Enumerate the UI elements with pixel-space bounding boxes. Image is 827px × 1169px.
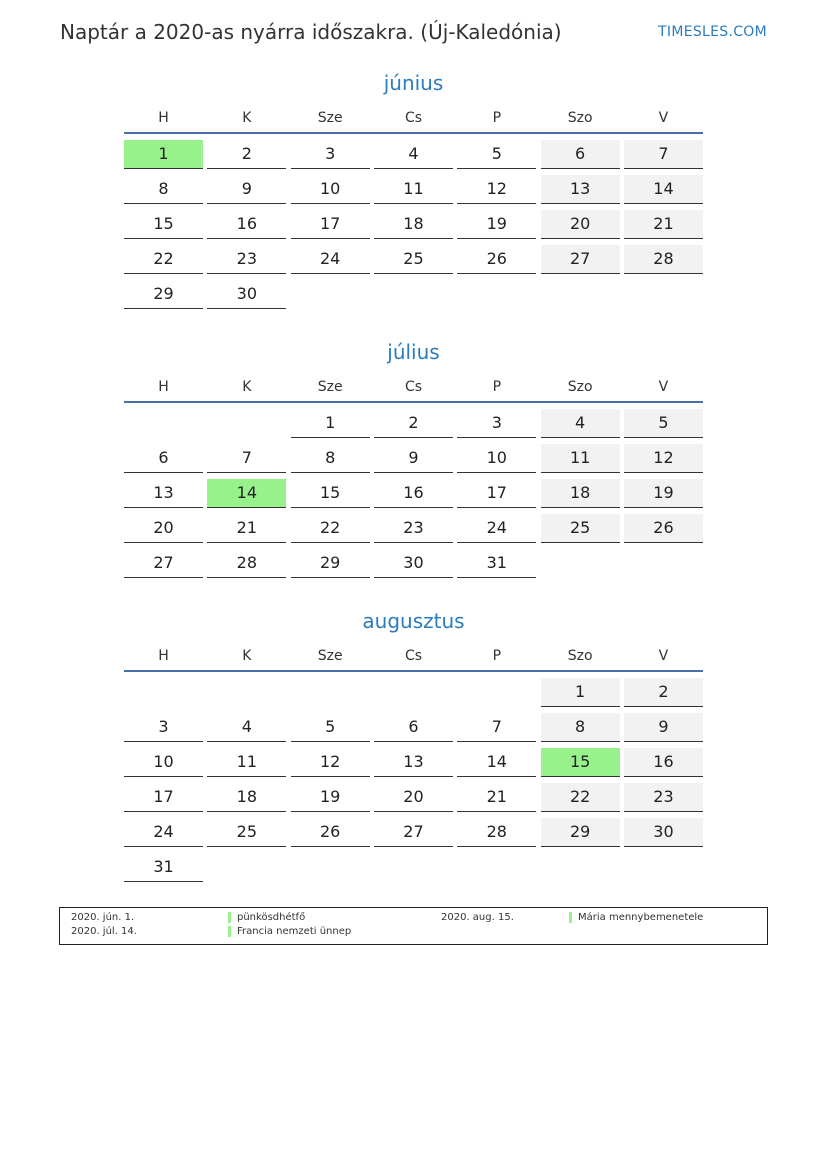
weekday-label: P [492, 110, 502, 126]
holiday-day-cell: 15 [541, 748, 620, 777]
month-june [124, 68, 703, 309]
weekday-label: Cs [404, 110, 423, 126]
day-cell: 20 [374, 783, 453, 812]
day-cell: 4 [207, 713, 286, 742]
day-cell: 17 [291, 210, 370, 239]
weekend-day-cell: 30 [624, 818, 703, 847]
month-july [124, 337, 703, 578]
day-cell: 24 [457, 514, 536, 543]
day-cell: 30 [207, 280, 286, 309]
weekday-label: V [658, 379, 669, 395]
weekday-label: K [242, 110, 252, 126]
weekday-label: P [492, 379, 502, 395]
day-cell: 18 [374, 210, 453, 239]
legend-holiday-name: Francia nemzeti ünnep [228, 926, 351, 937]
day-cell: 3 [457, 409, 536, 438]
weekend-day-cell: 12 [624, 444, 703, 473]
day-cell: 27 [124, 549, 203, 578]
empty-cell [124, 678, 203, 706]
day-cell: 22 [124, 245, 203, 274]
day-cell: 26 [457, 245, 536, 274]
day-cell: 11 [374, 175, 453, 204]
weekend-day-cell: 13 [541, 175, 620, 204]
weekend-day-cell: 9 [624, 713, 703, 742]
day-cell: 26 [291, 818, 370, 847]
day-cell: 14 [457, 748, 536, 777]
weekday-label: V [658, 648, 669, 664]
weekday-row [124, 104, 703, 134]
weekday-label: K [242, 379, 252, 395]
empty-cell [374, 678, 453, 706]
weekday-row [124, 373, 703, 403]
weekend-day-cell: 20 [541, 210, 620, 239]
day-cell: 22 [291, 514, 370, 543]
month-title: augusztus [362, 609, 465, 633]
weekday-label: Cs [404, 648, 423, 664]
day-cell: 1 [291, 409, 370, 438]
holiday-day-cell: 1 [124, 140, 203, 169]
day-cell: 15 [291, 479, 370, 508]
day-cell: 15 [124, 210, 203, 239]
empty-cell [124, 409, 203, 437]
weekday-label: H [158, 110, 169, 126]
day-cell: 2 [374, 409, 453, 438]
day-cell: 21 [457, 783, 536, 812]
weekday-label: Szo [567, 110, 593, 126]
day-cell: 17 [457, 479, 536, 508]
day-cell: 3 [124, 713, 203, 742]
day-cell: 16 [207, 210, 286, 239]
month-title: június [383, 71, 444, 95]
day-cell: 18 [207, 783, 286, 812]
day-cell: 24 [291, 245, 370, 274]
brand-link[interactable]: TIMESLES.COM [658, 24, 767, 40]
weekday-label: Sze [317, 648, 343, 664]
empty-cell [291, 678, 370, 706]
day-cell: 7 [457, 713, 536, 742]
month-title: július [387, 340, 440, 364]
weekday-row [124, 642, 703, 672]
weekend-day-cell: 8 [541, 713, 620, 742]
day-cell: 31 [124, 853, 203, 882]
weekday-label: Sze [317, 379, 343, 395]
page-title: Naptár a 2020-as nyárra időszakra. (Új-Kaledónia) [60, 20, 562, 44]
weekday-label: K [242, 648, 252, 664]
day-cell: 5 [457, 140, 536, 169]
day-cell: 29 [124, 280, 203, 309]
legend-date: 2020. jún. 1. [71, 912, 135, 923]
legend-holiday-name: pünkösdhétfő [228, 912, 305, 923]
weekday-label: Szo [567, 648, 593, 664]
weekend-day-cell: 16 [624, 748, 703, 777]
weekday-label: P [492, 648, 502, 664]
day-cell: 20 [124, 514, 203, 543]
weekend-day-cell: 27 [541, 245, 620, 274]
day-grid [124, 678, 703, 882]
weekday-label: H [158, 648, 169, 664]
weekend-day-cell: 25 [541, 514, 620, 543]
empty-cell [457, 678, 536, 706]
day-cell: 30 [374, 549, 453, 578]
day-cell: 6 [374, 713, 453, 742]
weekend-day-cell: 21 [624, 210, 703, 239]
weekend-day-cell: 7 [624, 140, 703, 169]
day-cell: 12 [457, 175, 536, 204]
legend-holiday-name: Mária mennybemenetele [569, 912, 703, 923]
day-cell: 25 [207, 818, 286, 847]
weekend-day-cell: 6 [541, 140, 620, 169]
weekend-day-cell: 14 [624, 175, 703, 204]
weekday-label: V [658, 110, 669, 126]
weekend-day-cell: 28 [624, 245, 703, 274]
holiday-day-cell: 14 [207, 479, 286, 508]
weekend-day-cell: 26 [624, 514, 703, 543]
weekday-label: H [158, 379, 169, 395]
day-cell: 8 [124, 175, 203, 204]
day-cell: 3 [291, 140, 370, 169]
legend-date: 2020. aug. 15. [441, 912, 514, 923]
day-cell: 16 [374, 479, 453, 508]
day-cell: 24 [124, 818, 203, 847]
weekend-day-cell: 22 [541, 783, 620, 812]
day-cell: 25 [374, 245, 453, 274]
weekday-label: Sze [317, 110, 343, 126]
holiday-legend [59, 907, 768, 945]
weekend-day-cell: 29 [541, 818, 620, 847]
day-cell: 19 [291, 783, 370, 812]
weekend-day-cell: 5 [624, 409, 703, 438]
legend-date: 2020. júl. 14. [71, 926, 137, 937]
day-cell: 11 [207, 748, 286, 777]
empty-cell [207, 409, 286, 437]
day-cell: 12 [291, 748, 370, 777]
day-cell: 10 [291, 175, 370, 204]
empty-cell [207, 678, 286, 706]
day-cell: 31 [457, 549, 536, 578]
weekend-day-cell: 2 [624, 678, 703, 707]
day-cell: 7 [207, 444, 286, 473]
day-cell: 17 [124, 783, 203, 812]
day-cell: 23 [374, 514, 453, 543]
month-august [124, 606, 703, 882]
day-grid [124, 140, 703, 309]
day-grid [124, 409, 703, 578]
weekend-day-cell: 1 [541, 678, 620, 707]
day-cell: 8 [291, 444, 370, 473]
day-cell: 9 [374, 444, 453, 473]
day-cell: 10 [124, 748, 203, 777]
day-cell: 28 [207, 549, 286, 578]
day-cell: 27 [374, 818, 453, 847]
day-cell: 29 [291, 549, 370, 578]
day-cell: 13 [124, 479, 203, 508]
day-cell: 9 [207, 175, 286, 204]
weekend-day-cell: 23 [624, 783, 703, 812]
day-cell: 10 [457, 444, 536, 473]
weekend-day-cell: 4 [541, 409, 620, 438]
day-cell: 6 [124, 444, 203, 473]
weekday-label: Szo [567, 379, 593, 395]
day-cell: 19 [457, 210, 536, 239]
day-cell: 13 [374, 748, 453, 777]
weekend-day-cell: 11 [541, 444, 620, 473]
day-cell: 21 [207, 514, 286, 543]
day-cell: 2 [207, 140, 286, 169]
day-cell: 23 [207, 245, 286, 274]
day-cell: 5 [291, 713, 370, 742]
weekday-label: Cs [404, 379, 423, 395]
day-cell: 28 [457, 818, 536, 847]
weekend-day-cell: 19 [624, 479, 703, 508]
day-cell: 4 [374, 140, 453, 169]
weekend-day-cell: 18 [541, 479, 620, 508]
